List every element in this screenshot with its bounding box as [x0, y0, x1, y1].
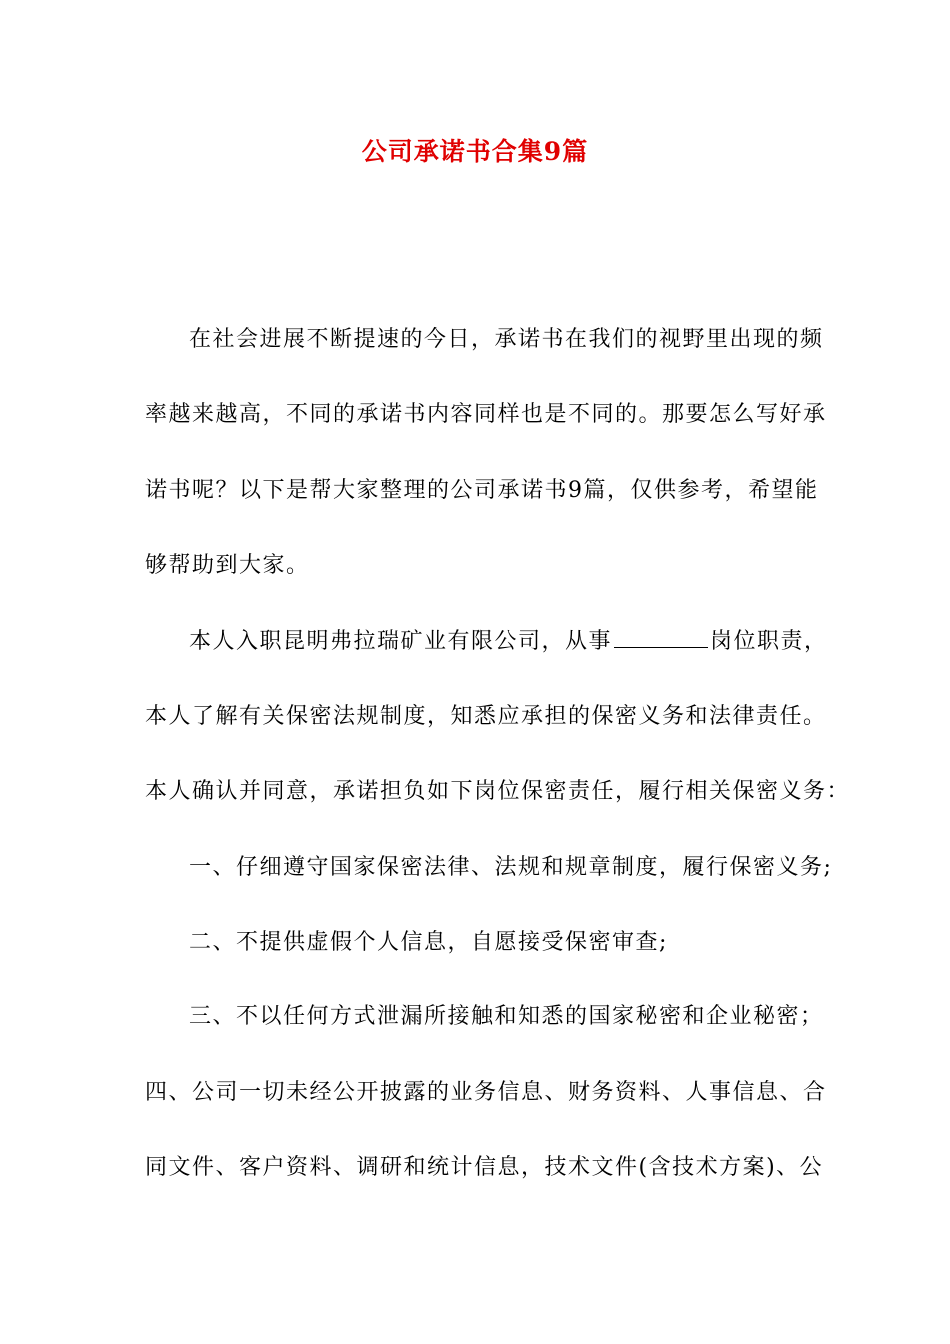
- pledge-line-1-before: 本人入职昆明弗拉瑞矿业有限公司，从事: [189, 629, 613, 654]
- pledge-item-3: 三、不以任何方式泄漏所接触和知悉的国家秘密和企业秘密；: [189, 1004, 824, 1029]
- pledge-item-1: 一、仔细遵守国家保密法律、法规和规章制度，履行保密义务;: [189, 855, 833, 880]
- pledge-line-2: 本人了解有关保密法规制度，知悉应承担的保密义务和法律责任。: [145, 704, 827, 729]
- intro-line-2: 率越来越高，不同的承诺书内容同样也是不同的。那要怎么写好承: [145, 402, 827, 427]
- pledge-line-3: 本人确认并同意，承诺担负如下岗位保密责任，履行相关保密义务：: [145, 779, 851, 804]
- pledge-item-4-line-2: 同文件、客户资料、调研和统计信息，技术文件(含技术方案)、公: [145, 1155, 824, 1180]
- intro-line-3: 诺书呢？以下是帮大家整理的公司承诺书9篇，仅供参考，希望能: [145, 478, 819, 503]
- intro-line-1: 在社会进展不断提速的今日，承诺书在我们的视野里出现的频: [189, 327, 824, 352]
- pledge-item-2: 二、不提供虚假个人信息，自愿接受保密审查;: [189, 930, 668, 955]
- pledge-line-1-after: 岗位职责，: [710, 629, 828, 654]
- document-title: 公司承诺书合集9篇: [361, 137, 589, 166]
- pledge-line-1: [189, 627, 828, 657]
- pledge-item-4-line-1: 四、公司一切未经公开披露的业务信息、财务资料、人事信息、合: [145, 1080, 827, 1105]
- position-blank: [614, 627, 708, 648]
- intro-line-4: 够帮助到大家。: [145, 553, 310, 578]
